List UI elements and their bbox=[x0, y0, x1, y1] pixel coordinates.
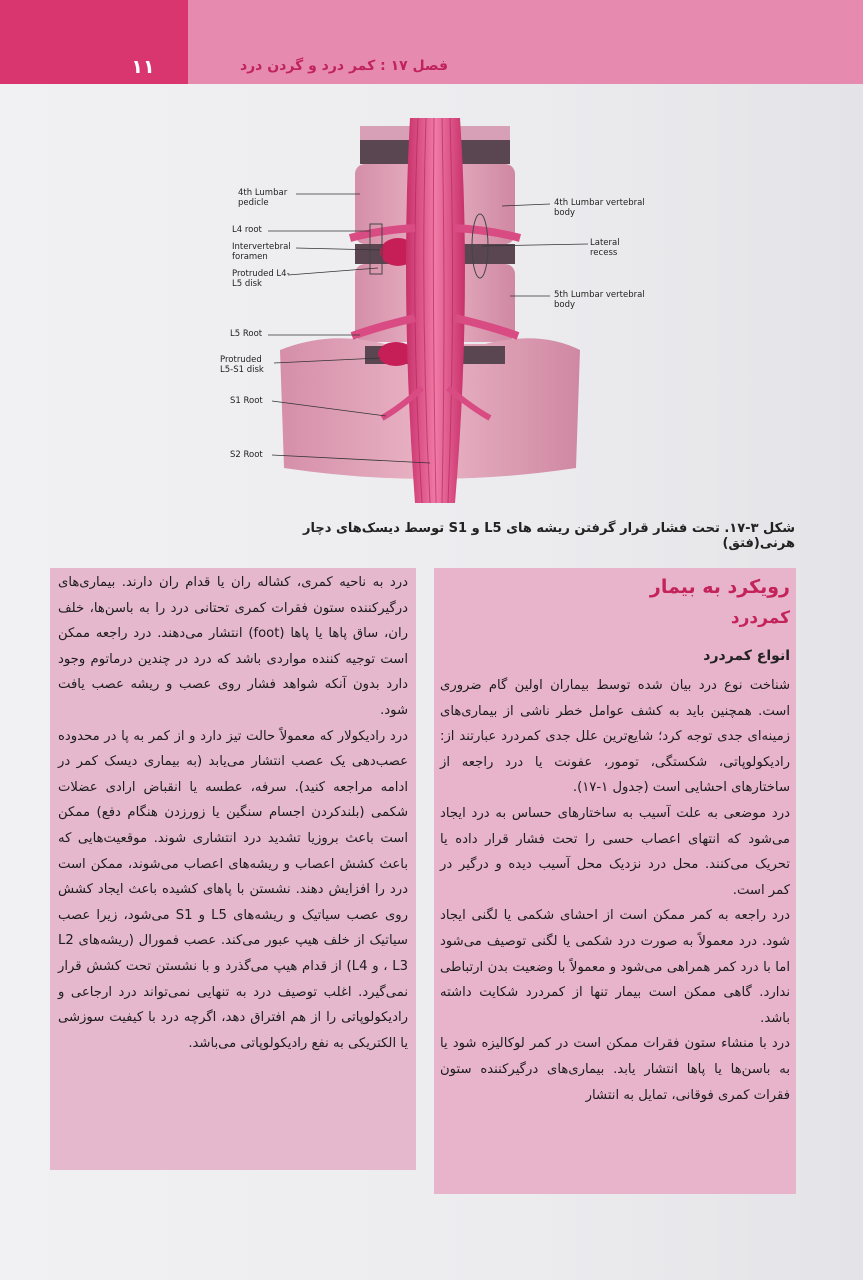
left-column-text bbox=[58, 570, 408, 1056]
label-protruded-l4-l5-disk: Protruded L4-L5 disk bbox=[232, 269, 290, 289]
label-4th-lumbar-pedicle: 4th Lumbar pedicle bbox=[238, 188, 288, 208]
paragraph: درد با منشاء ستون فقرات ممکن است در کمر لوکالیزه شود یا به باسن‌ها یا پاها انتشار یابد. بیماری‌های درگیرکننده ستون فقرات کمری فوقانی، تمایل به انتشار bbox=[440, 1036, 790, 1103]
label-l5-root: L5 Root bbox=[230, 329, 263, 339]
label-5th-lumbar-vertebral-body: 5th Lumbar vertebral body bbox=[554, 290, 645, 310]
label-l4-root: L4 root bbox=[232, 225, 262, 235]
chapter-title: فصل ۱۷ : کمر درد و گردن درد bbox=[239, 58, 448, 74]
label-s2-root: S2 Root bbox=[230, 450, 263, 460]
label-4th-lumbar-vertebral-body: 4th Lumbar vertebral body bbox=[554, 198, 645, 218]
spine-figure bbox=[210, 118, 650, 508]
right-column-text bbox=[440, 673, 790, 1108]
paragraph: درد رادیکولار که معمولاً حالت تیز دارد و از کمر به پا در محدوده عصب‌دهی یک عصب انتشار می‌یابد (به بیماری دیسک کمر در ادامه مراجعه کنید). سرفه، عطسه یا انقباض ارادی عضلات شکمی (بلندکردن اجسام سنگین یا زورزدن هنگام دفع) ممکن است باعث بروزیا تشدید درد انتشاری شوند. موقعیت‌هایی که باعث کشش اعصاب و ریشه‌های اعصاب می‌شوند، ممکن است درد را افزایش دهند. نشستن با پاهای کشیده باعث ایجاد کشش روی عصب سیاتیک و ریشه‌های L5 و S1 می‌شود، زیرا عصب سیاتیک از خلف هیپ عبور می‌کند. عصب فمورال (ریشه‌های L2 ، L3 و L4) از قدام هیپ می‌گذرد و با نشستن تحت کشش قرار نمی‌گیرد. اغلب توصیف درد به تنهایی نمی‌تواند درد ارجاعی و رادیکولوپاتی را از هم افتراق دهد، اگرچه درد با کیفیت سوزشی یا الکتریکی به نفع رادیکولوپاتی می‌باشد. bbox=[58, 728, 409, 1051]
heading-types-of-back-pain: انواع کمردرد bbox=[703, 648, 790, 664]
paragraph: درد به ناحیه کمری، کشاله ران یا قدام ران دارند. بیماری‌های درگیرکننده ستون فقرات کمری تحتانی درد را به باسن‌ها، خلف ران، ساق پاها یا پاها (foot) انتشار می‌دهند. درد راجعه ممکن است توجیه کننده مواردی باشد که درد در چندین درماتوم وجود دارد بدون آنکه شواهد فشار روی عصب و ریشه عصب یافت شود. bbox=[58, 575, 408, 718]
paragraph: درد موضعی به علت آسیب به ساختارهای حساس به درد ایجاد می‌شود که انتهای اعصاب حسی را تحت فشار قرار داده یا تحریک می‌کنند. محل درد نزدیک محل آسیب دیده و درگیر در کمر است. bbox=[440, 805, 790, 898]
heading-back-pain: کمردرد bbox=[730, 608, 790, 628]
page-number: ۱۱ bbox=[131, 56, 155, 78]
paragraph: درد راجعه به کمر ممکن است از احشای شکمی یا لگنی ایجاد شود. درد معمولاً به صورت درد شکمی یا لگنی توصیف می‌شود اما با درد کمر همراهی می‌شود و معمولاً با وضعیت بدن ارتباطی ندارد. گاهی ممکن است بیمار تنها از کمردرد شکایت داشته باشد. bbox=[440, 908, 790, 1026]
label-protruded-l5-s1-disk: Protruded L5-S1 disk bbox=[220, 355, 264, 375]
lumbar-spine-illustration bbox=[210, 118, 650, 508]
label-s1-root: S1 Root bbox=[230, 396, 263, 406]
figure-caption: شکل ۳-۱۷. تحت فشار قرار گرفتن ریشه های L5 و S1 توسط دیسک‌های دچار هرنی(فتق) bbox=[303, 521, 795, 551]
page-header bbox=[0, 0, 863, 84]
heading-approach: رویکرد به بیمار bbox=[649, 576, 790, 598]
label-lateral-recess: Lateral recess bbox=[590, 238, 620, 258]
label-intervertebral-foramen: Intervertebral foramen bbox=[232, 242, 291, 262]
paragraph: شناخت نوع درد بیان شده توسط بیماران اولین گام ضروری است. همچنین باید به کشف عوامل خطر ناشی از بیماری‌های زمینه‌ای جدی توجه کرد؛ شایع‌ترین علل جدی کمردرد عبارتند از: رادیکولوپاتی، شکستگی، تومور، عفونت یا درد راجعه از ساختارهای احشایی است (جدول ۱-۱۷). bbox=[440, 678, 790, 796]
